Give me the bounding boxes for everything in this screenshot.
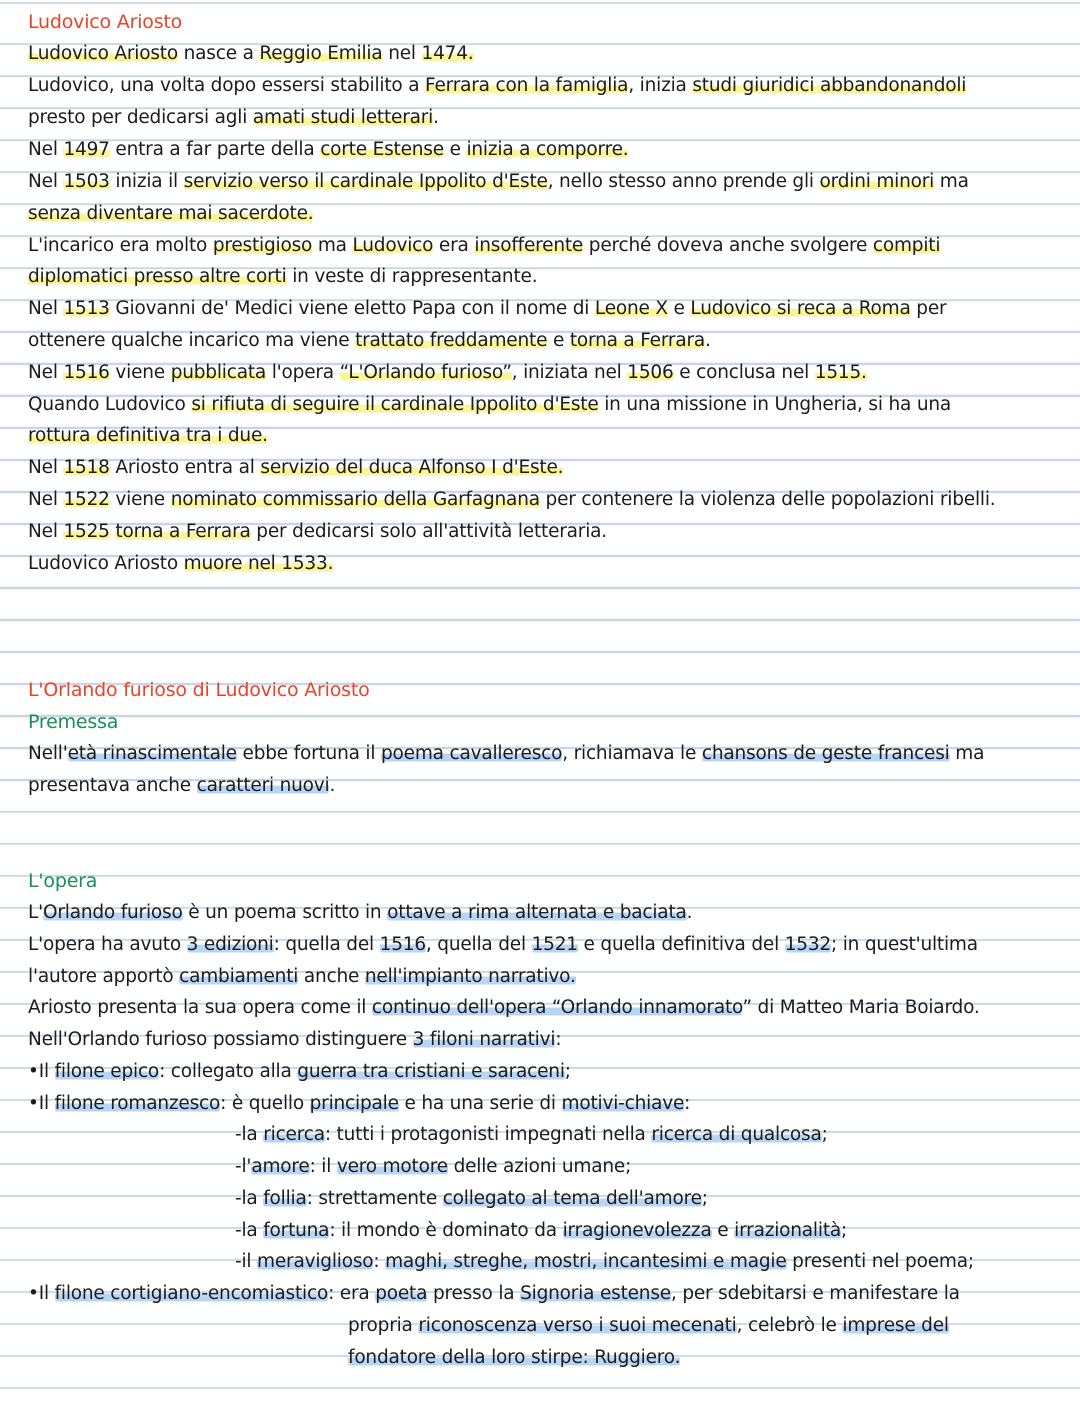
bio-line [28, 261, 1060, 293]
sub-item-follia [235, 1183, 1060, 1215]
highlighted-text: ricerca [263, 1124, 325, 1145]
highlighted-text: filone cortigiano-encomiastico [54, 1283, 329, 1304]
text-run: : tutti i protagonisti impegnati nella [324, 1124, 652, 1145]
text-run: e [443, 139, 467, 160]
text-run: e [711, 1220, 735, 1241]
highlighted-text: Orlando furioso [43, 902, 183, 923]
text-run: ; [841, 1220, 848, 1241]
text-run: viene [109, 489, 171, 510]
text-run: Quando Ludovico [28, 394, 192, 415]
highlighted-text: collegato al tema dell'amore [442, 1188, 702, 1209]
highlighted-text: 1522 [63, 489, 110, 510]
text-run: e [547, 330, 570, 351]
bullet-filone-epico [28, 1056, 1060, 1088]
highlighted-text: corte Estense [320, 139, 444, 160]
text-run: ; [564, 1061, 571, 1082]
highlighted-text: cambiamenti [179, 966, 299, 987]
highlighted-text: compiti [872, 235, 941, 256]
text-run: l'opera [266, 362, 340, 383]
highlighted-text: studi giuridici abbandonandoli [692, 75, 967, 96]
bio-line [28, 452, 1060, 484]
text-run: •Il [28, 1093, 55, 1114]
bio-line [28, 325, 1060, 357]
highlighted-text: insofferente [474, 235, 584, 256]
bio-line [28, 548, 1060, 580]
text-run: viene [109, 362, 171, 383]
text-run: : [373, 1251, 386, 1272]
text-run: . [329, 775, 336, 796]
highlighted-text: 1503 [63, 171, 110, 192]
highlighted-text: fortuna [263, 1220, 330, 1241]
text-run: ma [934, 171, 969, 192]
highlighted-text: rottura definitiva tra i due. [28, 425, 268, 446]
opera-line [28, 961, 1060, 993]
text-run: propria [348, 1315, 419, 1336]
text-run: è un poema scritto in [182, 902, 388, 923]
text-run: e [667, 298, 691, 319]
text-run: per contenere la violenza delle popolazioni ribelli. [539, 489, 996, 510]
highlighted-text: 1513 [63, 298, 110, 319]
text-run: : strettamente [306, 1188, 443, 1209]
text-run: Nel [28, 521, 64, 542]
opera-line [28, 897, 1060, 929]
highlighted-text: poeta [375, 1283, 428, 1304]
orlando-title: L'Orlando furioso di Ludovico Ariosto [28, 679, 370, 701]
highlighted-text: poema cavalleresco [381, 743, 563, 764]
text-run: •Il [28, 1283, 55, 1304]
bio-line [28, 134, 1060, 166]
text-run: : quella del [273, 934, 380, 955]
text-run: presenti nel poema; [786, 1251, 974, 1272]
highlighted-text: 1497 [63, 139, 110, 160]
text-run: ma [949, 743, 985, 764]
text-run: Nell' [28, 743, 68, 764]
text-run: ebbe fortuna il [236, 743, 381, 764]
highlighted-text: Ludovico si reca a Roma [690, 298, 911, 319]
highlighted-text: 1516 [379, 934, 426, 955]
text-run: presso la [427, 1283, 521, 1304]
highlighted-text: Signoria estense [520, 1283, 671, 1304]
highlighted-text: servizio del duca Alfonso I d'Este. [260, 457, 564, 478]
highlighted-text: fondatore della loro stirpe: Ruggiero. [348, 1347, 681, 1368]
bio-line [28, 198, 1060, 230]
highlighted-text: torna a Ferrara [569, 330, 706, 351]
bio-line [28, 516, 1060, 548]
cortigiano-continuation [348, 1310, 1060, 1342]
highlighted-text: 1515. [814, 362, 867, 383]
text-run: L' [28, 902, 43, 923]
text-run: : collegato alla [159, 1061, 298, 1082]
opera-line [28, 1024, 1060, 1056]
bio-line [28, 389, 1060, 421]
text-run: , nello stesso anno prende gli [547, 171, 820, 192]
text-run: ma [312, 235, 353, 256]
opera-heading: L'opera [28, 870, 98, 892]
highlighted-text: Reggio Emilia [259, 43, 383, 64]
highlighted-text: continuo dell'opera “Orlando innamorato [371, 997, 743, 1018]
text-run: ; [821, 1124, 828, 1145]
highlighted-text: “L'Orlando furioso” [339, 362, 512, 383]
text-run: presentava anche [28, 775, 197, 796]
text-run: in una missione in Ungheria, si ha una [598, 394, 952, 415]
highlighted-text: si rifiuta di seguire il cardinale Ippolito d'Este [191, 394, 599, 415]
text-run: : era [328, 1283, 376, 1304]
highlighted-text: filone epico [54, 1061, 160, 1082]
highlighted-text: 1525 [63, 521, 110, 542]
text-run: ; in quest'ultima [830, 934, 978, 955]
text-run: perché doveva anche svolgere [583, 235, 873, 256]
text-run: Nel [28, 457, 64, 478]
text-run: Nel [28, 362, 64, 383]
text-run: : è quello [220, 1093, 310, 1114]
text-run: era [433, 235, 475, 256]
highlighted-text: 1516 [63, 362, 110, 383]
highlighted-text: diplomatici presso altre corti [28, 266, 287, 287]
text-run: per [910, 298, 947, 319]
highlighted-text: maghi, streghe, mostri, incantesimi e magie [385, 1251, 787, 1272]
text-run: nasce a [177, 43, 260, 64]
highlighted-text: torna a Ferrara [115, 521, 251, 542]
text-run: : [684, 1093, 691, 1114]
highlighted-text: follia [263, 1188, 307, 1209]
text-run: . [705, 330, 711, 351]
premessa-line [28, 770, 1060, 802]
highlighted-text: pubblicata [170, 362, 267, 383]
text-run: -il [235, 1251, 258, 1272]
text-run: : [555, 1029, 562, 1050]
text-run: Nel [28, 489, 64, 510]
text-run: Ariosto entra al [109, 457, 261, 478]
text-run: Giovanni de' Medici viene eletto Papa con il nome di [109, 298, 595, 319]
text-run: L'incarico era molto [28, 235, 213, 256]
premessa-heading: Premessa [28, 711, 119, 733]
highlighted-text: senza diventare mai sacerdote. [28, 203, 314, 224]
highlighted-text: ordini minori [819, 171, 935, 192]
bio-line [28, 70, 1060, 102]
highlighted-text: inizia a comporre. [466, 139, 629, 160]
bullet-filone-cortigiano [28, 1278, 1060, 1310]
text-run: . [433, 107, 439, 128]
text-run: , per sdebitarsi e manifestare la [670, 1283, 960, 1304]
highlighted-text: servizio verso il cardinale Ippolito d'Este [183, 171, 548, 192]
highlighted-text: età rinascimentale [67, 743, 237, 764]
sub-item-meraviglioso [235, 1246, 1060, 1278]
text-run: Ludovico Ariosto [28, 553, 184, 574]
bio-line [28, 102, 1060, 134]
highlighted-text: vero motore [336, 1156, 448, 1177]
highlighted-text: 1518 [63, 457, 110, 478]
text-run: -la [235, 1188, 264, 1209]
highlighted-text: prestigioso [212, 235, 313, 256]
text-run: ; [701, 1188, 708, 1209]
highlighted-text: Ludovico Ariosto [28, 43, 178, 64]
highlighted-text: 1521 [531, 934, 578, 955]
text-run: per dedicarsi solo all'attività letteraria. [250, 521, 607, 542]
text-run: -la [235, 1124, 264, 1145]
sub-item-ricerca [235, 1119, 1060, 1151]
bio-line [28, 38, 1060, 70]
text-run: Nel [28, 139, 64, 160]
text-run: . [686, 902, 693, 923]
highlighted-text: guerra tra cristiani e saraceni [297, 1061, 565, 1082]
text-run: -l' [235, 1156, 252, 1177]
highlighted-text: irragionevolezza [562, 1220, 712, 1241]
highlighted-text: Leone X [594, 298, 668, 319]
bio-title: Ludovico Ariosto [28, 11, 183, 33]
sub-item-fortuna [235, 1215, 1060, 1247]
text-run: entra a far parte della [109, 139, 321, 160]
bio-line [28, 420, 1060, 452]
bio-line [28, 230, 1060, 262]
highlighted-text: nell'impianto narrativo. [364, 966, 576, 987]
highlighted-text: 1474. [421, 43, 474, 64]
highlighted-text: filone romanzesco [54, 1093, 221, 1114]
text-run: : il mondo è dominato da [329, 1220, 563, 1241]
text-run: L'opera ha avuto [28, 934, 187, 955]
text-run: ottenere qualche incarico ma viene [28, 330, 356, 351]
highlighted-text: ottave a rima alternata e baciata [387, 902, 687, 923]
highlighted-text: nominato commissario della Garfagnana [170, 489, 540, 510]
text-run: , iniziata nel [511, 362, 628, 383]
text-run: , richiamava le [562, 743, 702, 764]
highlighted-text: trattato freddamente [355, 330, 548, 351]
highlighted-text: motivi-chiave [561, 1093, 685, 1114]
premessa-line [28, 738, 1060, 770]
highlighted-text: meraviglioso [257, 1251, 374, 1272]
text-run: e conclusa nel [673, 362, 815, 383]
text-run: e quella definitiva del [577, 934, 785, 955]
bio-line [28, 357, 1060, 389]
text-run: Nel [28, 298, 64, 319]
text-run: presto per dedicarsi agli [28, 107, 253, 128]
highlighted-text: caratteri nuovi [196, 775, 330, 796]
text-run: , inizia [628, 75, 693, 96]
highlighted-text: irrazionalità [734, 1220, 842, 1241]
highlighted-text: 3 edizioni [186, 934, 274, 955]
highlighted-text: amore [251, 1156, 310, 1177]
text-run: -la [235, 1220, 264, 1241]
bio-line [28, 293, 1060, 325]
text-run: Ludovico, una volta dopo essersi stabilito a [28, 75, 426, 96]
text-run: in veste di rappresentante. [286, 266, 538, 287]
opera-line [28, 992, 1060, 1024]
highlighted-text: 3 filoni narrativi [412, 1029, 556, 1050]
bio-line [28, 166, 1060, 198]
text-run: e ha una serie di [398, 1093, 562, 1114]
highlighted-text: imprese del [842, 1315, 949, 1336]
bullet-filone-romanzesco [28, 1088, 1060, 1120]
highlighted-text: 1532 [784, 934, 831, 955]
highlighted-text: chansons de geste francesi [701, 743, 950, 764]
highlighted-text: amati studi letterari [252, 107, 434, 128]
text-run: ” di Matteo Maria Boiardo. [742, 997, 980, 1018]
highlighted-text: Ludovico [352, 235, 434, 256]
text-run: , quella del [425, 934, 532, 955]
bio-line [28, 484, 1060, 516]
cortigiano-continuation [348, 1342, 1060, 1374]
highlighted-text: muore nel 1533. [183, 553, 334, 574]
text-run: : il [309, 1156, 337, 1177]
text-run: nel [382, 43, 422, 64]
highlighted-text: 1506 [627, 362, 674, 383]
text-run: anche [298, 966, 365, 987]
opera-line [28, 929, 1060, 961]
highlighted-text: ricerca di qualcosa [651, 1124, 822, 1145]
highlighted-text: principale [309, 1093, 399, 1114]
highlighted-text: riconoscenza verso i suoi mecenati [418, 1315, 737, 1336]
text-run: Nel [28, 171, 64, 192]
text-run: delle azioni umane; [447, 1156, 632, 1177]
text-run: •Il [28, 1061, 55, 1082]
highlighted-text: Ferrara con la famiglia [425, 75, 629, 96]
sub-item-amore [235, 1151, 1060, 1183]
text-run: Ariosto presenta la sua opera come il [28, 997, 372, 1018]
text-run: l'autore apportò [28, 966, 180, 987]
text-run: Nell'Orlando furioso possiamo distinguere [28, 1029, 413, 1050]
text-run: , celebrò le [736, 1315, 843, 1336]
text-run: inizia il [109, 171, 184, 192]
